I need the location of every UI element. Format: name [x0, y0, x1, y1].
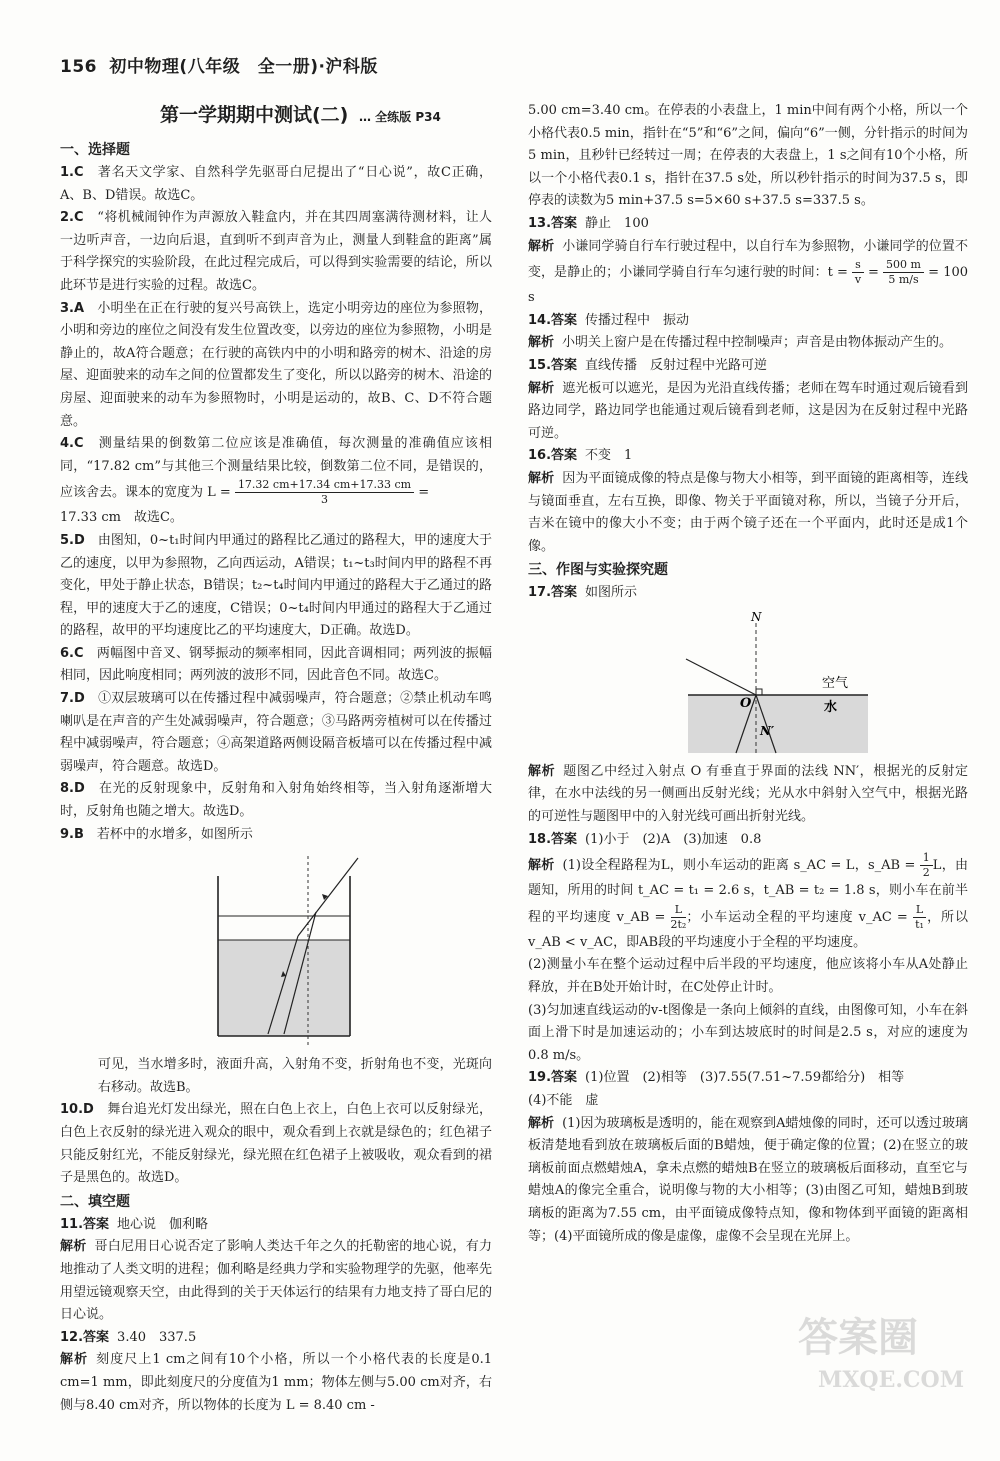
analysis-text: (1)因为玻璃板是透明的，能在观察到A蜡烛像的同时，还可以透过玻璃板清楚地看到放在玻璃板后面的B蜡烛，便于确定像的位置；(2)在竖立的玻璃板前面点燃蜡烛A，拿未点燃的蜡烛B在竖立的玻璃板后面移动，直至它与蜡烛A的像完全重合，说明像与物的大小相等；(3)由图乙可知，蜡烛B到玻璃板的距离为7.55 cm，由平面镜成像特点知，像和物体到平面镜的距离相等；(4)平面镜所成的像是虚像，虚像不会呈现在光屏上。 [528, 1115, 968, 1244]
answer-label: 答案 [551, 831, 578, 847]
question-number: 18. [528, 831, 552, 847]
left-column [60, 138, 492, 1417]
page-title [160, 104, 441, 129]
analysis-text: 哥白尼用日心说否定了影响人类达千年之久的托勒密的地心说，有力地推动了人类文明的进程；伽利略是经典力学和实验物理学的先驱，他率先用望远镜观察天空，由此得到的关于天体运行的结果有力地支持了哥白尼的日心说。 [60, 1239, 492, 1323]
answer-text: 直线传播 反射过程中光路可逆 [585, 357, 768, 373]
title-ref: … 全练版 P34 [359, 110, 441, 124]
analysis-text: 遮光板可以遮光，是因为光沿直线传播；老师在驾车时通过观后镜看到路边同学，路边同学也能通过观后镜看到老师，这是因为在反射过程中光路可逆。 [528, 380, 968, 441]
label-n: N [751, 609, 762, 624]
question-15-analysis [528, 378, 968, 446]
question-18 [528, 829, 968, 852]
answer-text: 传播过程中 振动 [585, 312, 690, 328]
question-2 [60, 207, 492, 297]
answer-label: 答案 [83, 1329, 110, 1345]
question-number: 2.C [60, 210, 84, 226]
question-18-part2: (2)测量小车在整个运动过程中后半段的平均速度，他应该将小车从A处静止释放，并在B处开始计时，在C处停止计时。 [528, 957, 968, 996]
analysis-label: 解析 [528, 238, 555, 254]
analysis-text: 因为平面镜成像的特点是像与物大小相等，到平面镜的距离相等，连线与镜面垂直，左右互换，即像、物关于平面镜对称，所以，当镜子分开后，吉米在镜中的像大小不变；由于两个镜子还在一个平面内，此时还是成1个像。 [528, 470, 968, 554]
denominator: 5 m/s [888, 273, 919, 287]
right-angle-mark [756, 689, 762, 695]
reflection-refraction-figure [528, 609, 968, 757]
answer-text: 如图所示 [585, 585, 638, 601]
question-7 [60, 688, 492, 778]
answer-text: 静止 100 [585, 215, 649, 231]
fraction [852, 258, 864, 287]
question-text: ①双层玻璃可以在传播过程中减弱噪声，符合题意；②禁止机动车鸣喇叭是在声音的产生处减弱噪声，符合题意；③马路两旁植树可以在传播过程中减弱噪声，符合题意；④高架道路两侧设隔音板墙可以在传播过程中减弱噪声，符合题意。故选D。 [60, 691, 492, 774]
fraction [920, 851, 933, 880]
analysis-label: 解析 [528, 763, 556, 779]
question-text-tail: 17.33 cm 故选C。 [60, 510, 183, 526]
book-title: 初中物理(八年级 全一册)·沪科版 [109, 57, 378, 77]
question-17-analysis [528, 761, 968, 829]
answer-label: 答案 [551, 448, 578, 464]
question-11-analysis [60, 1236, 492, 1326]
label-water: 水 [824, 699, 838, 715]
answer-label: 答案 [83, 1216, 110, 1232]
section-heading: 一、选择题 [60, 142, 130, 158]
analysis-label: 解析 [528, 335, 555, 351]
watermark-url: MXQE.COM [818, 1367, 965, 1393]
answer-text-2: (4)不能 虚 [528, 1093, 599, 1108]
question-number: 6.C [60, 645, 84, 661]
answer-label: 答案 [551, 357, 578, 373]
numerator: 1 [920, 851, 933, 866]
equals: = [867, 265, 879, 281]
answer-label: 答案 [551, 585, 578, 601]
question-text: 测量结果的倒数第二位应该是准确值，每次测量的准确值应该相同，“17.82 cm”与其他三个测量结果比较，倒数第二位不同，是错误的，应该舍去。课本的宽度为 L = [60, 436, 492, 501]
water-area [688, 695, 868, 753]
analysis-text: 题图乙中经过入射点 O 有垂直于界面的法线 NN′，根据光的反射定律，在水中法线的另一侧画出反射光线；光从水中斜射入空气中，根据光路的可逆性与题图甲中的入射光线可画出折射光线。 [528, 763, 968, 825]
watermark [788, 1301, 978, 1401]
analysis-text: 小明关上窗户是在传播过程中控制噪声；声音是由物体振动产生的。 [562, 335, 953, 351]
question-text: 两幅图中音叉、钢琴振动的频率相同，因此音调相同；两列波的振幅相同，因此响度相同；两列波的波形不同，因此音色不同。故选C。 [60, 645, 492, 684]
question-number: 5.D [60, 532, 85, 548]
question-text: 著名天文学家、自然科学先驱哥白尼提出了“日心说”，故C正确，A、B、D错误。故选C。 [60, 165, 492, 203]
question-18-analysis [528, 851, 968, 954]
question-text: 若杯中的水增多，如图所示 [96, 826, 253, 842]
question-12 [60, 1327, 492, 1350]
question-8 [60, 778, 492, 823]
label-o: O [740, 695, 752, 711]
question-number: 12. [60, 1329, 84, 1345]
question-14-analysis [528, 332, 968, 355]
denominator: 3 [321, 493, 329, 507]
question-18-part3: (3)匀加速直线运动的v-t图像是一条向上倾斜的直线，由图像可知，小车在斜面上滑下时是加速运动的；小车到达坡底时的时间是2.5 s，对应的速度为0.8 m/s。 [528, 1002, 968, 1063]
question-9 [60, 824, 492, 847]
denominator: 2t₂ [670, 917, 687, 931]
fraction [671, 903, 687, 932]
question-number: 8.D [60, 781, 85, 797]
analysis-text: 小谦同学骑自行车行驶过程中，以自行车为参照物，小谦同学的位置不变，是静止的；小谦同学骑自行车匀速行驶的时间：t = [528, 238, 968, 281]
result: = 100 s [528, 265, 969, 306]
question-text: 小明坐在正在行驶的复兴号高铁上，选定小明旁边的座位为参照物，小明和旁边的座位之间没有发生位置改变，以旁边的座位为参照物，小明是静止的，故A符合题意；在行驶的高铁内中的小明和路旁的树木、沿途的房屋、迎面驶来的动车之间的位置都发生了变化，所以以路旁的树木、沿途的房屋、迎面驶来的动车为参照物时，小明是运动的，故B、C、D不符合题意。 [60, 300, 492, 429]
question-number: 17. [528, 585, 552, 601]
question-15 [528, 355, 968, 378]
label-air: 空气 [822, 675, 849, 691]
analysis-text: (1)设全程路程为L，则小车运动的距离 s_AC = L，s_AB = [562, 858, 916, 874]
question-number: 10.D [60, 1102, 94, 1118]
analysis-label: 解析 [528, 380, 555, 396]
question-16 [528, 445, 968, 468]
question-number: 1.C [60, 165, 84, 180]
question-number: 3.A [60, 300, 85, 316]
denominator: v [854, 273, 862, 287]
question-number: 9.B [60, 826, 84, 842]
label-n-prime: N′ [760, 723, 775, 738]
title-main: 第一学期期中测试(二) [160, 104, 349, 126]
answer-text: (1)小于 (2)A (3)加速 0.8 [585, 831, 762, 847]
water-area [218, 940, 350, 1036]
analysis-text: ，所以 v_AB < v_AC，即AB段的平均速度小于全程的平均速度。 [528, 909, 968, 950]
question-6 [60, 643, 492, 688]
numerator: s [852, 258, 864, 273]
running-header [60, 56, 378, 79]
question-11 [60, 1214, 492, 1237]
analysis-label: 解析 [528, 1115, 555, 1131]
equals: = [418, 485, 430, 501]
question-text: 在光的反射现象中，反射角和入射角始终相等，当入射角逐渐增大时，反射角也随之增大。故选D。 [60, 781, 492, 820]
question-number: 14. [528, 312, 552, 328]
refraction-cup-figure [60, 850, 492, 1050]
analysis-text: ；小车运动全程的平均速度 v_AC = [686, 909, 908, 925]
question-12-analysis [60, 1349, 492, 1417]
analysis-label: 解析 [528, 470, 555, 486]
question-number: 19. [528, 1070, 552, 1086]
denominator: t₁ [915, 917, 924, 931]
refracted-ray [686, 659, 756, 695]
fraction [883, 258, 924, 287]
question-14 [528, 310, 968, 333]
question-number: 4.C [60, 436, 84, 452]
answer-text: (1)位置 (2)相等 (3)7.55(7.51~7.59都给分) 相等 [585, 1070, 905, 1086]
analysis-label: 解析 [528, 858, 555, 874]
question-number: 11. [60, 1216, 84, 1232]
question-19-analysis [528, 1113, 968, 1249]
question-number: 7.D [60, 691, 85, 707]
question-12-continued: 5.00 cm=3.40 cm。在停表的小表盘上，1 min中间有两个小格，所以一个小格代表0.5 min，指针在“5”和“6”之间，偏向“6”一侧，分针指示的时间为5 min，且秒针已经转过一周；在停表的大表盘上，1 s之间有10个小格，所以一个小格代表0.1 s，指针在37.5 s处，所以秒针指示的时间为37.5 s，即停表的读数为5 min+37.5 s=5×60 s+37.5 s=337.5 s。 [528, 103, 968, 209]
right-column [528, 100, 968, 1248]
question-number: 16. [528, 448, 552, 464]
question-1 [60, 162, 492, 207]
analysis-label: 解析 [60, 1352, 89, 1368]
question-number: 15. [528, 357, 552, 373]
section-heading: 二、填空题 [60, 1193, 130, 1210]
question-5 [60, 530, 492, 643]
page-number: 156 [60, 57, 97, 77]
question-13 [528, 213, 968, 236]
numerator: 500 m [883, 258, 924, 273]
question-text: 由图知，0~t₁时间内甲通过的路程比乙通过的路程大，甲的速度大于乙的速度，以甲为参照物，乙向西运动，A错误；t₁~t₃时间内甲的路程不再变化，甲处于静止状态，B错误；t₂~t₄时间内甲通过的路程大于乙通过的路程，甲的速度大于乙的速度，C错误；0~t₄时间内甲通过的路程大于乙通过的路程，故甲的平均速度比乙的平均速度大，D正确。故选D。 [60, 532, 492, 639]
answer-text: 不变 1 [585, 448, 633, 464]
numerator: 17.32 cm+17.34 cm+17.33 cm [235, 478, 414, 493]
denominator: 2 [922, 866, 930, 880]
watermark-logo-text: 答案圈 [798, 1314, 918, 1361]
question-4 [60, 433, 492, 530]
analysis-text: L，由题知，所用的时间 t_AC = t₁ = 2.6 s，t_AB = t₂ = 1.8 s，则小车在前半程的平均速度 v_AB = [528, 858, 968, 925]
question-16-analysis [528, 468, 968, 558]
question-text: 舞台追光灯发出绿光，照在白色上衣上，白色上衣可以反射绿光，白色上衣反射的绿光进入观众的眼中，观众看到上衣就是绿色的；红色裙子只能反射红光，不能反射绿光，绿光照在红色裙子上被吸收，观众看到的裙子是黑色的。故选D。 [60, 1102, 492, 1186]
answer-label: 答案 [551, 1070, 578, 1086]
answer-label: 答案 [551, 312, 578, 328]
fraction [235, 478, 414, 507]
question-17 [528, 582, 968, 605]
numerator: L [671, 903, 687, 918]
question-10 [60, 1099, 492, 1189]
question-text: “将机械闹钟作为声源放入鞋盒内，并在其四周塞满待测材料，让人一边听声音，一边向后退，直到听不到声音为止，测量人到鞋盒的距离”属于科学探究的实验阶段，在此过程完成后，可以得到实验需要的结论，所以此环节是进行实验的过程。故选C。 [60, 210, 492, 293]
answer-text: 3.40 337.5 [117, 1329, 197, 1345]
incident-ray [298, 858, 358, 936]
section-heading: 三、作图与实验探究题 [528, 562, 668, 579]
analysis-text: 刻度尺上1 cm之间有10个小格，所以一个小格代表的长度是0.1 cm=1 mm，即此刻度尺的分度值为1 mm；物体左侧与5.00 cm对齐，右侧与8.40 cm对齐，所以物体的长度为 L = 8.40 cm - [60, 1352, 492, 1413]
question-3 [60, 298, 492, 434]
answer-label: 答案 [551, 215, 578, 231]
question-9-after: 可见，当水增多时，液面升高，入射角不变，折射角也不变，光斑向右移动。故选B。 [98, 1057, 492, 1095]
question-13-analysis [528, 236, 968, 310]
question-19 [528, 1067, 968, 1112]
question-number: 13. [528, 215, 552, 231]
fraction [913, 903, 926, 932]
numerator: L [913, 903, 926, 918]
analysis-label: 解析 [60, 1239, 87, 1255]
answer-text: 地心说 伽利略 [117, 1216, 209, 1232]
